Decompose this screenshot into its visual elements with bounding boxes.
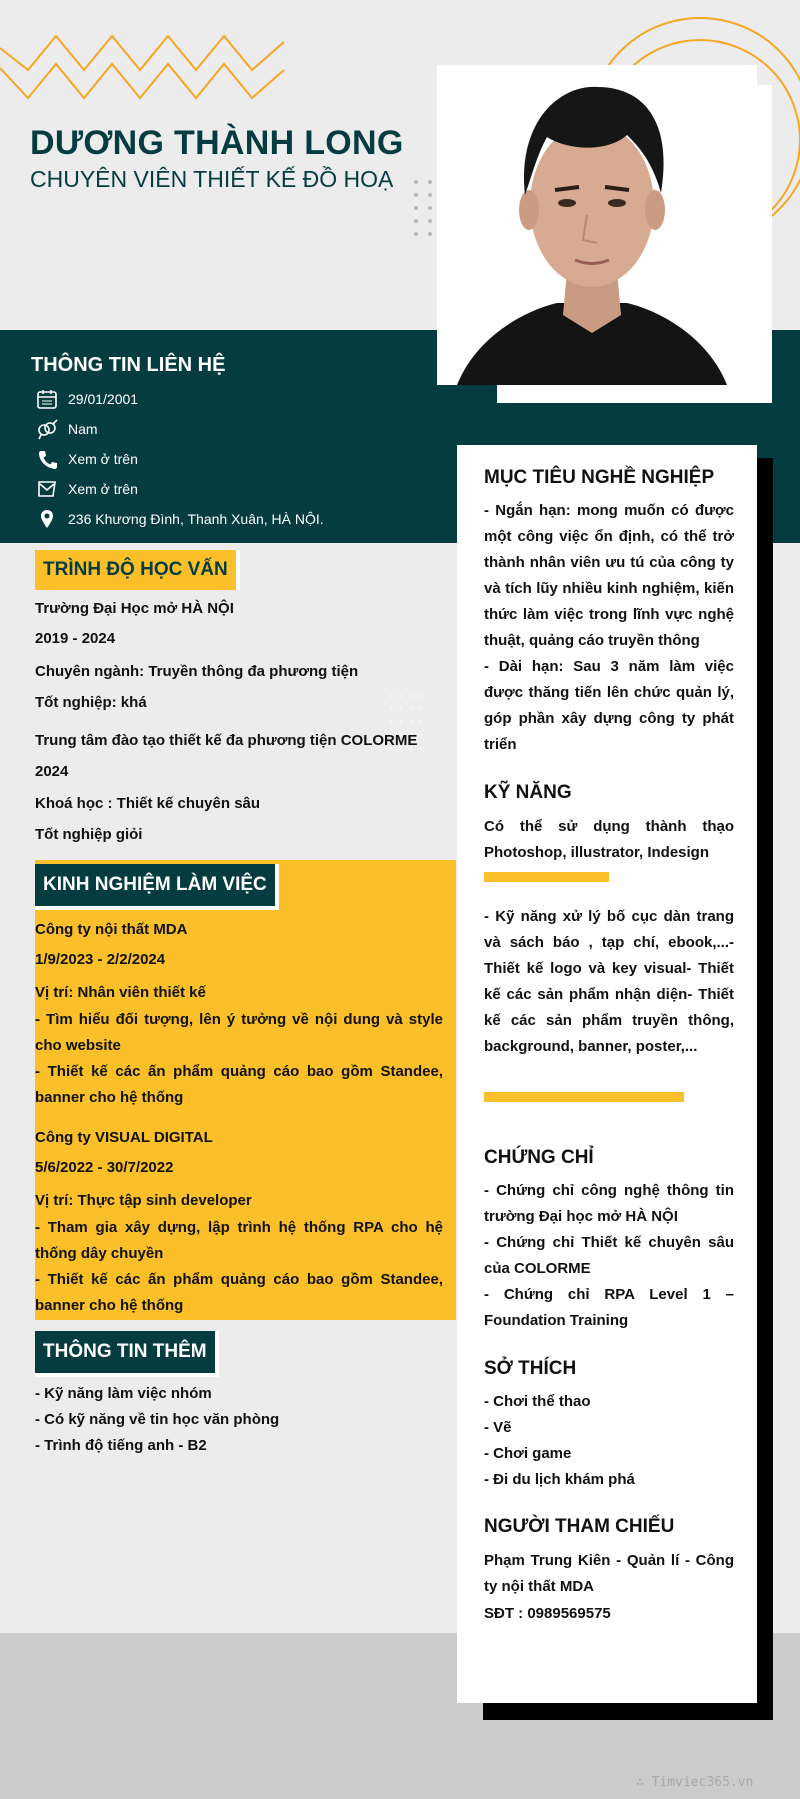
zigzag-decoration — [0, 28, 290, 103]
contact-birthdate — [36, 387, 138, 411]
certificate-item: - Chứng chỉ Thiết kế chuyên sâu của COLORME — [484, 1234, 734, 1277]
education-line: Tốt nghiệp giỏi — [35, 826, 143, 843]
gender-icon — [36, 418, 58, 440]
objective-heading: MỤC TIÊU NGHỀ NGHIỆP — [484, 467, 715, 488]
email-value: Xem ở trên — [68, 481, 138, 497]
phone-icon — [36, 448, 58, 470]
certificates-heading: CHỨNG CHỈ — [484, 1147, 594, 1168]
contact-email — [36, 477, 138, 501]
education-line: Chuyên ngành: Truyền thông đa phương tiện — [35, 663, 359, 680]
education-heading-badge — [35, 550, 240, 590]
birthdate-value: 29/01/2001 — [68, 391, 139, 407]
education-line: Khoá học : Thiết kế chuyên sâu — [35, 795, 261, 812]
job-duty: - Tìm hiểu đối tượng, lên ý tưởng về nội dung và style cho website — [35, 1011, 443, 1054]
extra-line: - Kỹ năng làm việc nhóm — [35, 1385, 212, 1402]
contact-address — [36, 507, 324, 531]
hobby-item: - Vẽ — [484, 1419, 512, 1436]
location-pin-icon — [36, 508, 58, 530]
phone-value: Xem ở trên — [68, 451, 138, 467]
watermark: ∴ Timviec365.vn — [636, 1775, 754, 1790]
job-position: Vị trí: Thực tập sinh developer — [35, 1192, 252, 1209]
dot-grid-decoration — [412, 178, 436, 248]
reference-phone: SĐT : 0989569575 — [484, 1605, 611, 1622]
hobby-item: - Chơi thể thao — [484, 1393, 591, 1410]
contact-gender — [36, 417, 98, 441]
objective-short-term: - Ngắn hạn: mong muốn có được một công việc ổn định, có thể trở thành nhân viên ưu tú của công ty và tích lũy nhiều kinh nghiệm, kiến thức làm việc trong lĩnh vực nghệ thuật, quảng cáo truyền thông — [484, 502, 734, 649]
reference-person: Phạm Trung Kiên - Quản lí - Công ty nội thất MDA — [484, 1552, 734, 1595]
education-line: Tốt nghiệp: khá — [35, 694, 147, 711]
education-line: Trung tâm đào tạo thiết kế đa phương tiện COLORME — [35, 732, 418, 749]
job-company: Công ty nội thất MDA — [35, 921, 188, 938]
hobby-item: - Chơi game — [484, 1445, 572, 1462]
skills-heading: KỸ NĂNG — [484, 782, 572, 803]
job-duty: - Thiết kế các ấn phẩm quảng cáo bao gồm Standee, banner cho hệ thống — [35, 1271, 443, 1314]
certificate-item: - Chứng chỉ RPA Level 1 – Foundation Training — [484, 1286, 734, 1329]
contact-phone — [36, 447, 138, 471]
email-icon — [36, 478, 58, 500]
education-line: Trường Đại Học mở HÀ NỘI — [35, 600, 234, 617]
job-duty: - Thiết kế các ấn phẩm quảng cáo bao gồm Standee, banner cho hệ thống — [35, 1063, 443, 1106]
objective-long-term: - Dài hạn: Sau 3 năm làm việc được thăng tiến lên chức quản lý, góp phần xây dựng công ty phát triển — [484, 658, 734, 753]
candidate-name: DƯƠNG THÀNH LONG — [30, 124, 404, 162]
profile-photo — [437, 65, 747, 385]
dot-grid-decoration-2 — [388, 692, 428, 762]
calendar-icon — [36, 388, 58, 410]
extra-line: - Trình độ tiếng anh - B2 — [35, 1437, 207, 1454]
job-duty: - Tham gia xây dựng, lập trình hệ thống RPA cho hệ thống dây chuyền — [35, 1219, 443, 1262]
job-company: Công ty VISUAL DIGITAL — [35, 1129, 213, 1146]
extra-heading-badge — [35, 1331, 219, 1377]
extra-heading: THÔNG TIN THÊM — [43, 1341, 207, 1362]
experience-heading-badge — [35, 864, 279, 910]
skill-software-level-bar — [484, 872, 609, 882]
skill-design-level-bar — [484, 1092, 684, 1102]
reference-heading: NGƯỜI THAM CHIẾU — [484, 1516, 675, 1537]
gender-value: Nam — [68, 421, 98, 437]
contact-heading: THÔNG TIN LIÊN HỆ — [31, 354, 226, 376]
hobbies-heading: SỞ THÍCH — [484, 1358, 577, 1379]
extra-line: - Có kỹ năng về tin học văn phòng — [35, 1411, 280, 1428]
candidate-title: CHUYÊN VIÊN THIẾT KẾ ĐỒ HOẠ — [30, 166, 394, 192]
experience-heading: KINH NGHIỆM LÀM VIỆC — [43, 874, 267, 895]
address-value: 236 Khương Đình, Thanh Xuân, HÀ NỘI. — [68, 511, 324, 527]
job-period: 1/9/2023 - 2/2/2024 — [35, 951, 166, 968]
hobby-item: - Đi du lịch khám phá — [484, 1471, 635, 1488]
certificate-item: - Chứng chỉ công nghệ thông tin trường Đại học mở HÀ NỘI — [484, 1182, 734, 1225]
skill-design: - Kỹ năng xử lý bố cục dàn trang và sách báo , tạp chí, ebook,...- Thiết kế logo và key visual- Thiết kế các sản phẩm nhận diện- Thiết kế các sản phẩm truyền thông, background, banner, poster,... — [484, 908, 734, 1055]
job-position: Vị trí: Nhân viên thiết kế — [35, 984, 206, 1001]
education-line: 2024 — [35, 763, 69, 780]
job-period: 5/6/2022 - 30/7/2022 — [35, 1159, 174, 1176]
education-line: 2019 - 2024 — [35, 630, 116, 647]
skill-software: Có thể sử dụng thành thạo Photoshop, illustrator, Indesign — [484, 818, 734, 861]
education-heading: TRÌNH ĐỘ HỌC VẤN — [43, 559, 228, 580]
